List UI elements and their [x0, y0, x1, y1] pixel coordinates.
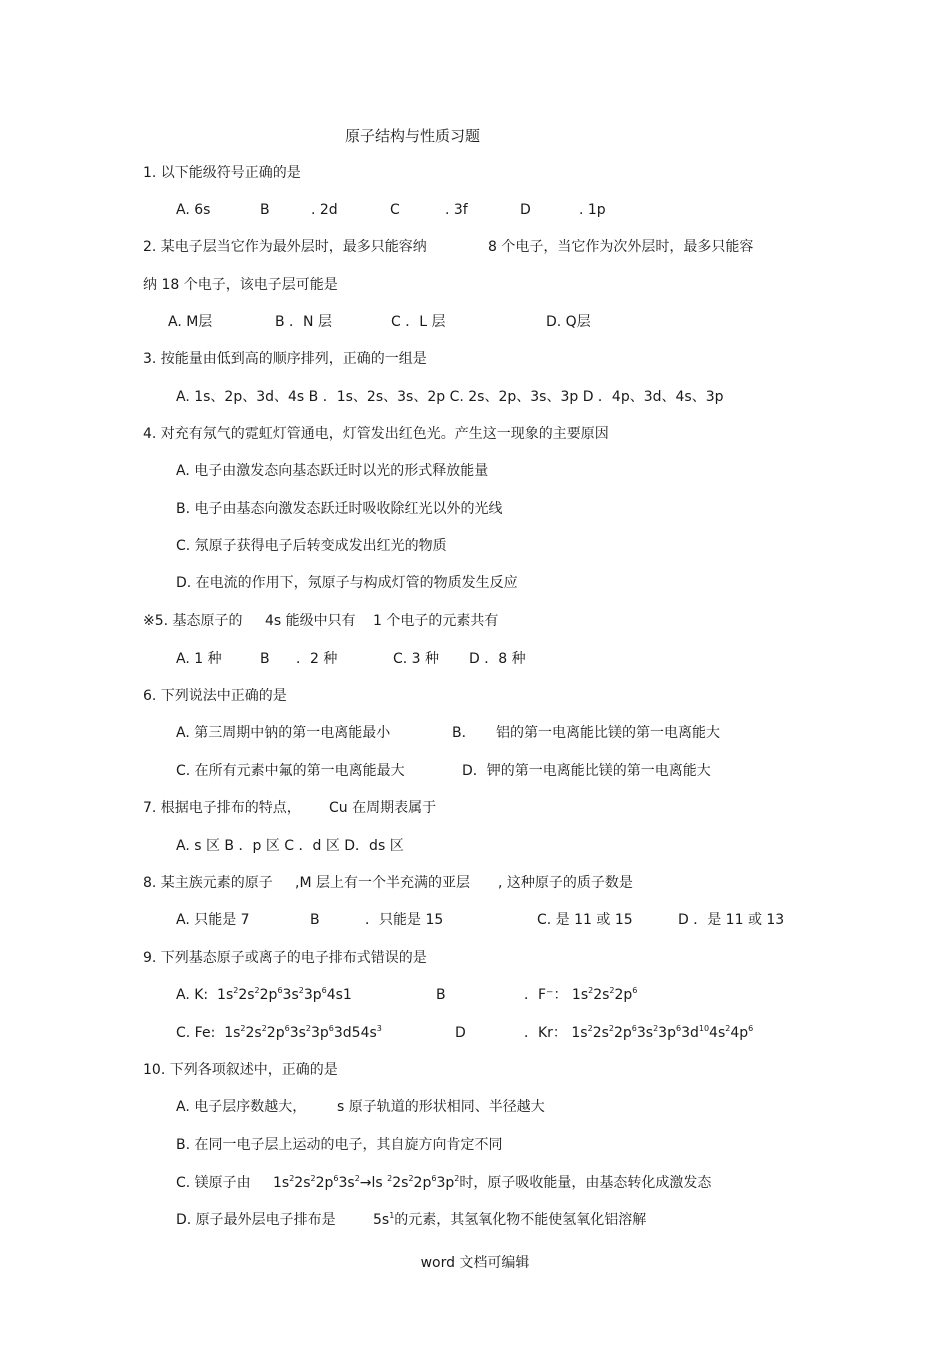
q5-stem-part2: 4s 能级中只有: [265, 613, 356, 629]
question-2-options: [168, 313, 808, 331]
question-6-stem: 6. 下列说法中正确的是: [143, 688, 287, 704]
page-footer: word 文档可编辑: [420, 1255, 530, 1271]
q4-option-d: D. 在电流的作用下，氖原子与构成灯管的物质发生反应: [176, 575, 518, 591]
q6-option-c: C. 在所有元素中氟的第一电离能最大: [176, 763, 405, 779]
question-8-options: [176, 911, 816, 929]
q9-option-a: A. K: $1s^22s^22p^63s^23p^64s1$: [176, 986, 352, 1003]
q9-option-d-label: D: [455, 1025, 466, 1041]
q5-option-b-text: ．2 种: [296, 651, 338, 667]
q8-option-c: C. 是 11 或 15: [537, 912, 633, 928]
question-9-stem: 9. 下列基态原子或离子的电子排布式错误的是: [143, 950, 427, 966]
q10-option-d-part1: D. 原子最外层电子排布是: [176, 1212, 336, 1228]
q6-option-d: D．钾的第一电离能比镁的第一电离能大: [462, 763, 711, 779]
question-3-options: A. 1s、2p、3d、4s B ．1s、2s、3s、2p C. 2s、2p、3s、3p D ．4p、3d、4s、3p: [176, 389, 724, 405]
q10-option-a-part1: A. 电子层序数越大，: [176, 1099, 307, 1115]
q9-option-b-label: B: [436, 987, 446, 1003]
q1-option-a: A. 6s: [176, 202, 211, 218]
q10-option-c: [176, 1174, 816, 1192]
q10-option-b: B. 在同一电子层上运动的电子，其自旋方向肯定不同: [176, 1137, 503, 1153]
q1-option-b-text: . 2d: [311, 202, 338, 218]
question-5-options: [176, 650, 816, 668]
q7-stem-part2: Cu 在周期表属于: [329, 800, 437, 816]
q1-option-b-label: B: [260, 202, 270, 218]
question-6-options-row1: [176, 724, 816, 742]
question-5-stem: [143, 612, 783, 630]
q6-option-b-text: 铝的第一电离能比镁的第一电离能大: [496, 725, 720, 741]
q9-option-d: ．Kr： $1s^22s^22p^63s^23p^63d^{10}4s^24p^6$: [524, 1024, 754, 1041]
question-2-stem-line1: [143, 238, 754, 256]
q4-option-a: A. 电子由激发态向基态跃迁时以光的形式释放能量: [176, 463, 489, 479]
question-7-options: A. s 区 B ．p 区 C ．d 区 D．ds 区: [176, 838, 404, 854]
question-3-stem: 3. 按能量由低到高的顺序排列，正确的一组是: [143, 351, 427, 367]
q10-option-a: [176, 1098, 816, 1116]
q8-stem-part3: , 这种原子的质子数是: [498, 875, 633, 891]
q9-option-c: C. Fe: $1s^22s^22p^63s^23p^63d54s^3$: [176, 1024, 382, 1041]
q5-option-a: A. 1 种: [176, 651, 222, 667]
q5-stem-part1: ※5. 基态原子的: [143, 613, 243, 629]
question-6-options-row2: [176, 762, 816, 780]
q1-option-c-label: C: [390, 202, 400, 218]
q1-option-c-text: . 3f: [445, 202, 468, 218]
q8-stem-part2: ,M 层上有一个半充满的亚层: [295, 875, 470, 891]
question-2-stem-line2: 纳 18 个电子，该电子层可能是: [143, 277, 338, 293]
q2-option-a: A. M层: [168, 314, 213, 330]
question-7-stem: [143, 799, 783, 817]
q4-option-b: B. 电子由基态向激发态跃迁时吸收除红光以外的光线: [176, 501, 503, 517]
q8-stem-part1: 8. 某主族元素的原子: [143, 875, 273, 891]
question-8-stem: [143, 874, 783, 892]
q2-stem-part1: 2. 某电子层当它作为最外层时，最多只能容纳: [143, 239, 427, 255]
q8-option-d: D ．是 11 或 13: [678, 912, 785, 928]
q7-stem-part1: 7. 根据电子排布的特点，: [143, 800, 301, 816]
q10-option-d-formula: $5s^1$的元素，其氢氧化物不能使氢氧化铝溶解: [373, 1211, 647, 1228]
q5-option-d: D ．8 种: [469, 651, 526, 667]
q1-option-d-text: . 1p: [579, 202, 606, 218]
question-4-stem: 4. 对充有氖气的霓虹灯管通电，灯管发出红色光。产生这一现象的主要原因: [143, 426, 609, 442]
q10-option-d: [176, 1211, 816, 1229]
question-1-options: [176, 201, 816, 219]
q4-option-c: C. 氖原子获得电子后转变成发出红光的物质: [176, 538, 447, 554]
q10-option-c-part1: C. 镁原子由: [176, 1175, 251, 1191]
q1-option-d-label: D: [520, 202, 531, 218]
q10-option-c-formula: $1s^22s^22p^63s^2\to ls$ $^22s^22p^63p^2$时，原子吸收能量，由基态转化成激发态: [273, 1174, 712, 1191]
question-9-options-row1: [176, 986, 816, 1004]
question-9-options-row2: [176, 1024, 816, 1042]
q6-option-b-label: B．: [452, 725, 476, 741]
q5-option-c: C. 3 种: [393, 651, 440, 667]
q2-option-b: B ．N 层: [275, 314, 332, 330]
q9-option-b: ．F⁻： $1s^22s^22p^6$: [524, 986, 638, 1003]
q8-option-b-text: ．只能是 15: [365, 912, 444, 928]
q6-option-a: A. 第三周期中钠的第一电离能最小: [176, 725, 391, 741]
q8-option-a: A. 只能是 7: [176, 912, 250, 928]
page-title: 原子结构与性质习题: [344, 127, 480, 145]
q2-option-c: C ．L 层: [391, 314, 446, 330]
q8-option-b-label: B: [310, 912, 320, 928]
q2-option-d: D. Q层: [546, 314, 591, 330]
question-1-stem: 1. 以下能级符号正确的是: [143, 165, 301, 181]
q2-stem-part2: 8 个电子，当它作为次外层时，最多只能容: [488, 239, 754, 255]
q5-option-b-label: B: [260, 651, 270, 667]
q10-option-a-part2: s 原子轨道的形状相同、半径越大: [337, 1099, 545, 1115]
q5-stem-part3: 1 个电子的元素共有: [373, 613, 499, 629]
question-10-stem: 10. 下列各项叙述中，正确的是: [143, 1062, 338, 1078]
